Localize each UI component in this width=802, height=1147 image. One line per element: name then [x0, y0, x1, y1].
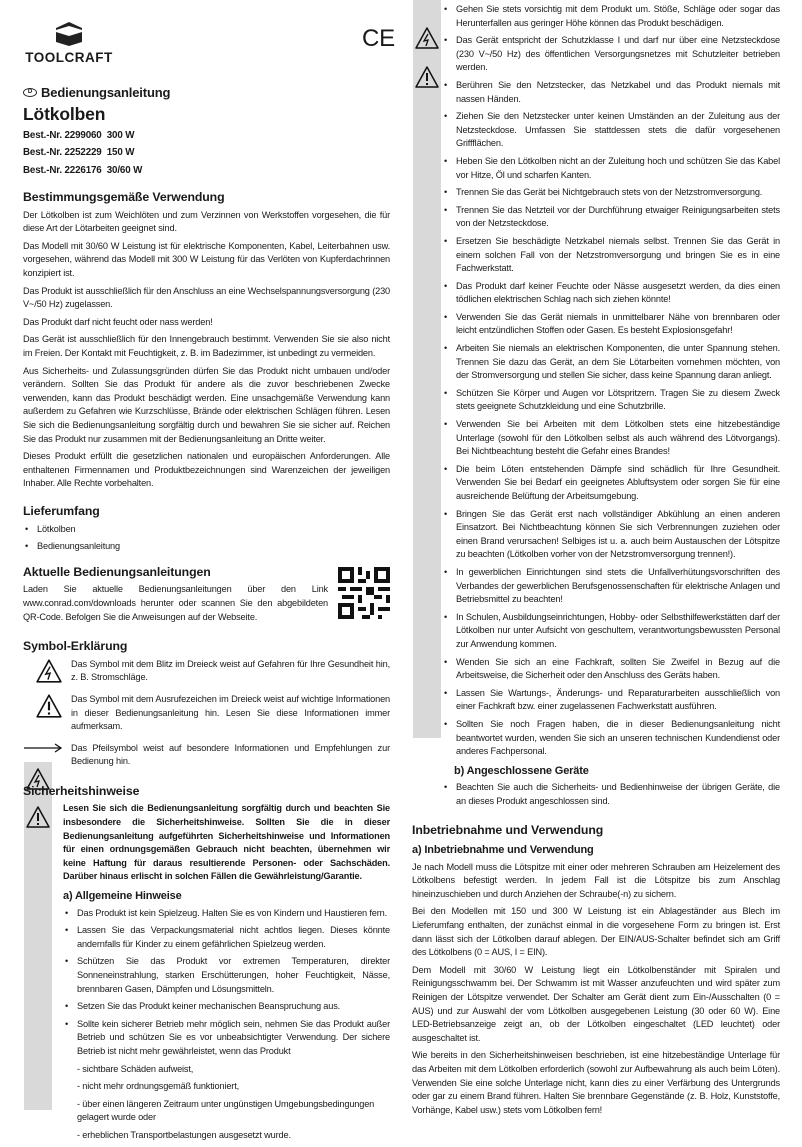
list-item: • In Schulen, Ausbildungseinrichtungen, Hobby- oder Selbsthilfewerkstätten darf der Lötkolben nur unter Aufsicht von geschultem, verantwortungsbewussten Personal zur Anwendung kommen.: [442, 611, 780, 652]
paragraph: [23, 583, 328, 624]
list-item: • Verwenden Sie bei Arbeiten mit dem Lötkolben stets eine hitzebeständige Unterlage (sowohl für den Lötkolben selbst als auch während des Lötvorgangs). Bei Nichtbeachtung besteht die Gefahr eines Brandes!: [442, 418, 780, 459]
symbol-description: Das Pfeilsymbol weist auf besondere Informationen und Empfehlungen zur Bedienung hin.: [71, 742, 390, 767]
list-item: • Sollten Sie noch Fragen haben, die in dieser Bedienungsanleitung nicht beantwortet wurden, wenden Sie sich an unseren technischen Kundendienst oder anderes Fachpersonal.: [442, 718, 780, 759]
section-heading: Lieferumfang: [23, 503, 100, 518]
section-heading: Symbol-Erklärung: [23, 639, 128, 654]
paragraph: Wie bereits in den Sicherheitshinweisen beschrieben, ist eine hitzebeständige Unterlage für das Arbeiten mit dem Lötkolben erforderlich (sowohl zur Aufbewahrung als auch beim Löten). Verwenden Sie eine solche Unterlage nicht, kann dies zu einer Verfärbung des Untergrunds oder gar zu einem Brand führen. Halten Sie brennbare Gegenstände (z. B. Holz, Kunststoffe, Vorhänge, Kabel usw.) stets vom Lötkolben fern!: [412, 1050, 780, 1115]
list-item: • Arbeiten Sie niemals an elektrischen Komponenten, die unter Spannung stehen. Trennen Sie dazu das Gerät, an dem Sie Lötarbeiten vornehmen möchten, von der Stromversorgung und stellen Sie sicher, dass keine Spannung daran anliegt.: [442, 342, 780, 383]
list-item: • Wenden Sie sich an eine Fachkraft, sollten Sie Zweifel in Bezug auf die Arbeitsweise, die Sicherheit oder den Anschluss des Geräts haben.: [442, 656, 780, 683]
list-item: • Ersetzen Sie beschädigte Netzkabel niemals selbst. Trennen Sie das Gerät in einem solchen Fall von der Netzstromversorgung und bringen Sie es in eine Fachwerkstatt.: [442, 235, 780, 276]
symbol-description: Das Symbol mit dem Ausrufezeichen im Dreieck weist auf wichtige Informationen in dieser Bedienungsanleitung hin. Lesen Sie diese Informationen immer aufmerksam.: [71, 693, 390, 732]
doc-type: [23, 86, 390, 100]
paragraph: Dem Modell mit 30/60 W Leistung liegt ein Lötkolbenständer mit Spiralen und Reinigungsschwamm bei. Der Schwamm ist mit Wasser anzufeuchten und wird später zum Reinigen der Lötspitze verwendet. Der Schalter am Gerät dient zum Ein-/Ausschalten (0 = AUS) und zur Auswahl der vom Lötkolben ausgegebenen Leistung (30 oder 60 W). Eine LED-Betriebsanzeige zeigt an, ob der Lötkolben eingeschaltet (LED leuchtet) oder ausgeschaltet ist.: [412, 964, 780, 1043]
list-item: • Das Produkt ist kein Spielzeug. Halten Sie es von Kindern und Haustieren fern.: [63, 907, 390, 921]
paragraph: Aus Sicherheits- und Zulassungsgründen dürfen Sie das Produkt nicht umbauen und/oder verändern. Sollten Sie das Produkt für andere als die zuvor beschriebenen Zwecke verwenden, kann das Produkt beschädigt werden. Eine unsachgemäße Verwendung kann außerdem zu Gefahren wie Kurzschlüsse, Brände oder elektrischen Schlägen führen. Lesen Sie sich die Bedienungsanleitung sorgfältig durch und bewahren Sie sie sicher auf. Reichen Sie das Produkt nur zusammen mit der Bedienungsanleitung an Dritte weiter.: [23, 365, 390, 444]
exclamation-warning-icon: [35, 693, 63, 719]
paragraph: Das Modell mit 30/60 W Leistung ist für elektrische Komponenten, Kabel, Leiterbahnen usw. vorgesehen, während das Modell mit 300 W Leistung für das Verlöten von Kupferdachrinnen konzipiert ist.: [23, 240, 390, 279]
subsection-heading: b) Angeschlossene Geräte: [454, 764, 589, 777]
list-item: • Lassen Sie Wartungs-, Änderungs- und Reparaturarbeiten ausschließlich von einer Fachkraft bzw. einer zugelassenen Fachwerkstatt ausführen.: [442, 687, 780, 714]
section-heading: Aktuelle Bedienungsanleitungen: [23, 564, 211, 579]
condition-item: - erheblichen Transportbelastungen ausgesetzt wurde.: [77, 1129, 291, 1140]
list-item: • Lötkolben: [23, 523, 390, 537]
condition-item: - sichtbare Schäden aufweist,: [77, 1063, 194, 1074]
list-item: • Berühren Sie den Netzstecker, das Netzkabel und das Produkt niemals mit nassen Händen.: [442, 79, 780, 106]
text: herunter oder scannen Sie den abgebildeten QR-Code. Befolgen Sie die Anweisungen auf der Webseite.: [23, 597, 328, 622]
list-item: • Bringen Sie das Gerät erst nach vollständiger Abkühlung an einen anderen Einsatzort. Bei Nichtbeachtung können Sie sich Verbrennungen zuziehen oder einen Brand verursachen! Selbiges ist u. a. auch beim Austauschen der Lötspitze zu beachten (Lötkolben vorher von der Netzstromversorgung trennen!).: [442, 508, 780, 562]
list-item: • Schützen Sie Körper und Augen vor Lötspritzern. Tragen Sie zu diesem Zweck stets geeignete Schutzkleidung und eine Schutzbrille.: [442, 387, 780, 414]
paragraph: Das Gerät ist ausschließlich für den Innengebrauch bestimmt. Verwenden Sie sie also nicht im Freien. Der Kontakt mit Feuchtigkeit, z. B. im Badezimmer, ist unbedingt zu vermeiden.: [23, 334, 390, 359]
list-item: • In gewerblichen Einrichtungen sind stets die Unfallverhütungsvorschriften des Verbandes der gewerblichen Berufsgenossenschaften für elektrische Anlagen und Betriebsmittel zu beachten!: [442, 566, 780, 607]
list-item: • Beachten Sie auch die Sicherheits- und Bedienhinweise der übrigen Geräte, die an dieses Produkt angeschlossen sind.: [442, 781, 780, 808]
list-item: • Lassen Sie das Verpackungsmaterial nicht achtlos liegen. Dieses könnte andernfalls für Kinder zu einem gefährlichen Spielzeug werden.: [63, 924, 390, 951]
order-number: Best.-Nr. 2252229 150 W: [23, 147, 135, 159]
list-item: • Sollte kein sicherer Betrieb mehr möglich sein, nehmen Sie das Produkt außer Betrieb und schützen Sie es vor unbeabsichtigter Verwendung. Der sichere Betrieb ist nicht mehr gewährleistet, wenn das Produkt: [63, 1018, 390, 1059]
ce-mark: CE: [362, 25, 396, 52]
paragraph: Der Lötkolben ist zum Weichlöten und zum Verzinnen von Werkstoffen vorgesehen, die für diese Art der Lötarbeiten geeignet sind.: [23, 209, 390, 234]
symbol-row: [23, 658, 390, 689]
list-item: • Gehen Sie stets vorsichtig mit dem Produkt um. Stöße, Schläge oder sogar das Herunterfallen aus geringer Höhe können das Produkt beschädigen.: [442, 3, 780, 30]
condition-item: - nicht mehr ordnungsgemäß funktioniert,: [77, 1081, 240, 1092]
left-column: [23, 0, 390, 1147]
subsection-heading: a) Allgemeine Hinweise: [63, 890, 182, 903]
order-number: Best.-Nr. 2299060 300 W: [23, 129, 135, 141]
symbol-description: Das Symbol mit dem Blitz im Dreieck weist auf Gefahren für Ihre Gesundheit hin, z. B. Stromschläge.: [71, 658, 390, 683]
subsection-heading: a) Inbetriebnahme und Verwendung: [412, 844, 594, 857]
list-item: • Trennen Sie das Gerät bei Nichtgebrauch stets von der Netzstromversorgung.: [442, 186, 780, 200]
section-heading: Sicherheitshinweise: [23, 783, 140, 798]
language-de-icon: D: [23, 88, 37, 97]
list-item: • Heben Sie den Lötkolben nicht an der Zuleitung hoch und schützen Sie das Kabel vor Hitze, Öl und scharfen Kanten.: [442, 155, 780, 182]
list-item: • Schützen Sie das Produkt vor extremen Temperaturen, direkter Sonneneinstrahlung, starken Erschütterungen, hoher Feuchtigkeit, Nässe, brennbaren Gasen, Dämpfen und Lösungsmitteln.: [63, 955, 390, 996]
text: Laden Sie aktuelle Bedienungsanleitungen über den Link: [23, 584, 328, 595]
section-heading: Inbetriebnahme und Verwendung: [412, 823, 604, 838]
download-link[interactable]: www.conrad.com/downloads: [23, 597, 136, 608]
list-item: • Verwenden Sie das Gerät niemals in unmittelbarer Nähe von brennbaren oder leicht entzündlichen Stoffen oder Gasen. Es besteht Explosionsgefahr!: [442, 311, 780, 338]
brand-name: TOOLCRAFT: [25, 49, 113, 65]
list-item: • Bedienungsanleitung: [23, 540, 390, 554]
paragraph: Das Produkt ist ausschließlich für den Anschluss an eine Wechselspannungsversorgung (230 V~/50 Hz) zugelassen.: [23, 285, 390, 310]
safety-intro: Lesen Sie sich die Bedienungsanleitung sorgfältig durch und beachten Sie insbesondere die Sicherheitshinweise. Sollten Sie die in dieser Bedienungsanleitung aufgeführten Sicherheitshinweise und Informationen für einen ordnungsgemäßen Gebrauch nicht beachten, übernehmen wir keine Haftung für daraus resultierende Personen- oder Sachschäden. Darüber hinaus erlischt in solchen Fällen die Gewährleistung/Garantie.: [63, 803, 390, 882]
list-item: • Die beim Löten entstehenden Dämpfe sind schädlich für Ihre Gesundheit. Verwenden Sie bei Bedarf ein geeignetes Abluftsystem oder sorgen Sie für eine ausreichende Belüftung der Arbeitsumgebung.: [442, 463, 780, 504]
condition-item: - über einen längeren Zeitraum unter ungünstigen Umgebungsbedingungen gelagert wurde oder: [77, 1098, 375, 1123]
paragraph: Bei den Modellen mit 150 und 300 W Leistung ist ein Ablageständer aus Blech im Lieferumfang enthalten, der zunächst einmal in die vorgesehene Form zu bringen ist. Erst dann lässt sich der Lötkolben darauf ablegen. Der EIN/AUS-Schalter befindet sich am Griff des Lötkolbens (0 = AUS, I = EIN).: [412, 906, 780, 958]
list-item: • Das Gerät entspricht der Schutzklasse I und darf nur über eine Netzsteckdose (230 V~/50 Hz) des öffentlichen Versorgungsnetzes mit Schutzleiter betrieben werden.: [442, 34, 780, 75]
qr-code[interactable]: [338, 567, 390, 619]
list-item: • Das Produkt darf keiner Feuchte oder Nässe ausgesetzt werden, da dies einen tödlichen elektrischen Schlag nach sich ziehen könnte!: [442, 280, 780, 307]
lightning-warning-icon: [35, 658, 63, 684]
right-column: [412, 0, 780, 1121]
paragraph: Das Produkt darf nicht feucht oder nass werden!: [23, 316, 213, 327]
doc-type-label: Bedienungsanleitung: [41, 85, 171, 100]
section-heading: Bestimmungsgemäße Verwendung: [23, 190, 225, 205]
symbol-row: [23, 693, 390, 738]
list-item: • Ziehen Sie den Netzstecker unter keinen Umständen an der Zuleitung aus der Netzsteckdose. Umfassen Sie stattdessen stets die dafür vorgesehenen Griffflächen.: [442, 110, 780, 151]
page-title: Lötkolben: [23, 103, 106, 124]
list-item: • Setzen Sie das Produkt keiner mechanischen Beanspruchung aus.: [63, 1000, 390, 1014]
arrow-right-icon: [23, 742, 63, 754]
paragraph: Je nach Modell muss die Lötspitze mit einer oder mehreren Schrauben am Heizelement des Lötkolbens befestigt werden. In jedem Fall ist die Lötspitze bis zum Anschlag hineinzuschieben und durch Anziehen der Schraube(-n) zu sichern.: [412, 861, 780, 899]
paragraph: Dieses Produkt erfüllt die gesetzlichen nationalen und europäischen Anforderungen. Alle enthaltenen Firmennamen und Produktbezeichnungen sind Warenzeichen der jeweiligen Inhaber. Alle Rechte vorbehalten.: [23, 451, 390, 489]
symbol-row: [23, 742, 390, 773]
list-item: • Trennen Sie das Netzteil vor der Durchführung etwaiger Reinigungsarbeiten stets von der Netzsteckdose.: [442, 204, 780, 231]
order-number: Best.-Nr. 2226176 30/60 W: [23, 164, 143, 176]
